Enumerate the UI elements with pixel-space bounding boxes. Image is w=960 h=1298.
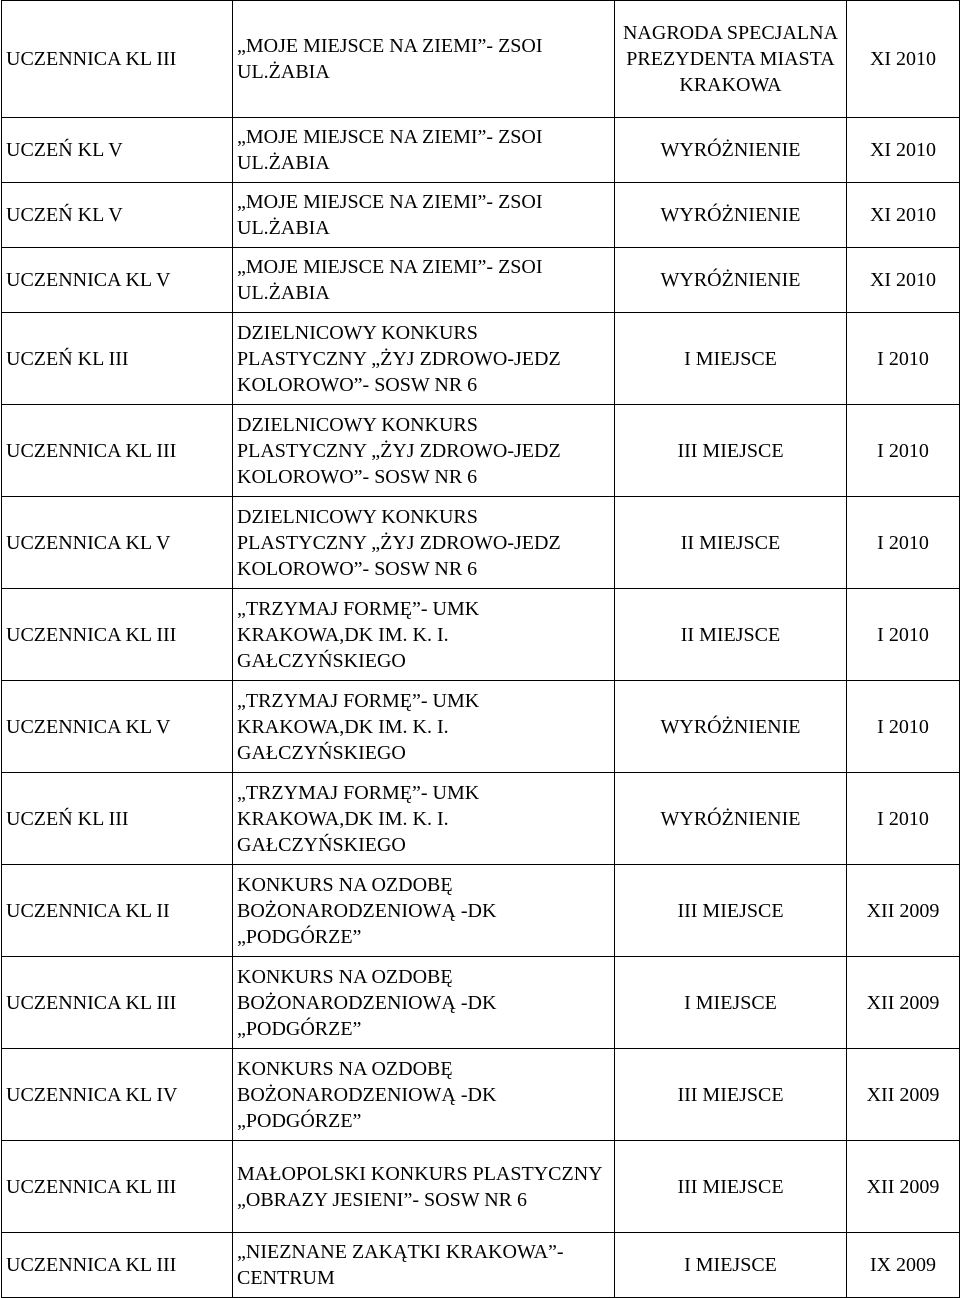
student-cell: UCZENNICA KL III [2,1141,233,1233]
contest-cell: KONKURS NA OZDOBĘ BOŻONARODZENIOWĄ -DK „PODGÓRZE” [233,1049,615,1141]
table-row [2,405,960,497]
contest-cell: „MOJE MIEJSCE NA ZIEMI”- ZSOI UL.ŻABIA [233,1,615,118]
award-cell: WYRÓŻNIENIE [615,118,847,183]
contest-cell: „TRZYMAJ FORMĘ”- UMK KRAKOWA,DK IM. K. I. GAŁCZYŃSKIEGO [233,681,615,773]
contest-cell: „MOJE MIEJSCE NA ZIEMI”- ZSOI UL.ŻABIA [233,248,615,313]
awards-table [1,0,960,1298]
award-cell: WYRÓŻNIENIE [615,248,847,313]
award-cell: II MIEJSCE [615,497,847,589]
table-row [2,183,960,248]
contest-cell: DZIELNICOWY KONKURS PLASTYCZNY „ŻYJ ZDROWO-JEDZ KOLOROWO”- SOSW NR 6 [233,313,615,405]
table-row [2,681,960,773]
award-cell: I MIEJSCE [615,313,847,405]
student-cell: UCZENNICA KL III [2,1233,233,1298]
table-row [2,773,960,865]
award-cell: III MIEJSCE [615,1141,847,1233]
date-cell: I 2010 [847,497,960,589]
contest-cell: „TRZYMAJ FORMĘ”- UMK KRAKOWA,DK IM. K. I. GAŁCZYŃSKIEGO [233,589,615,681]
award-cell: WYRÓŻNIENIE [615,183,847,248]
table-row [2,1233,960,1298]
table-row [2,957,960,1049]
contest-cell: „MOJE MIEJSCE NA ZIEMI”- ZSOI UL.ŻABIA [233,183,615,248]
student-cell: UCZEŃ KL V [2,183,233,248]
table-row [2,1049,960,1141]
contest-cell: KONKURS NA OZDOBĘ BOŻONARODZENIOWĄ -DK „PODGÓRZE” [233,957,615,1049]
date-cell: XI 2010 [847,118,960,183]
award-cell: WYRÓŻNIENIE [615,681,847,773]
date-cell: XII 2009 [847,865,960,957]
table-row [2,1141,960,1233]
date-cell: XII 2009 [847,1049,960,1141]
date-cell: I 2010 [847,773,960,865]
date-cell: XII 2009 [847,957,960,1049]
contest-cell: „MOJE MIEJSCE NA ZIEMI”- ZSOI UL.ŻABIA [233,118,615,183]
student-cell: UCZENNICA KL III [2,405,233,497]
award-cell: I MIEJSCE [615,1233,847,1298]
date-cell: XI 2010 [847,248,960,313]
award-cell: NAGRODA SPECJALNA PREZYDENTA MIASTA KRAKOWA [615,1,847,118]
student-cell: UCZENNICA KL V [2,681,233,773]
date-cell: I 2010 [847,313,960,405]
award-cell: I MIEJSCE [615,957,847,1049]
date-cell: XII 2009 [847,1141,960,1233]
award-cell: II MIEJSCE [615,589,847,681]
student-cell: UCZENNICA KL II [2,865,233,957]
award-cell: III MIEJSCE [615,405,847,497]
table-row [2,248,960,313]
award-cell: III MIEJSCE [615,1049,847,1141]
student-cell: UCZEŃ KL V [2,118,233,183]
award-cell: III MIEJSCE [615,865,847,957]
date-cell: XI 2010 [847,183,960,248]
date-cell: I 2010 [847,405,960,497]
student-cell: UCZEŃ KL III [2,773,233,865]
student-cell: UCZENNICA KL III [2,589,233,681]
table-row [2,497,960,589]
student-cell: UCZEŃ KL III [2,313,233,405]
student-cell: UCZENNICA KL IV [2,1049,233,1141]
date-cell: I 2010 [847,589,960,681]
contest-cell: DZIELNICOWY KONKURS PLASTYCZNY „ŻYJ ZDROWO-JEDZ KOLOROWO”- SOSW NR 6 [233,497,615,589]
date-cell: IX 2009 [847,1233,960,1298]
date-cell: XI 2010 [847,1,960,118]
table-row [2,118,960,183]
table-row [2,865,960,957]
contest-cell: „NIEZNANE ZAKĄTKI KRAKOWA”- CENTRUM [233,1233,615,1298]
student-cell: UCZENNICA KL V [2,248,233,313]
contest-cell: „TRZYMAJ FORMĘ”- UMK KRAKOWA,DK IM. K. I. GAŁCZYŃSKIEGO [233,773,615,865]
student-cell: UCZENNICA KL V [2,497,233,589]
table-row [2,589,960,681]
award-cell: WYRÓŻNIENIE [615,773,847,865]
student-cell: UCZENNICA KL III [2,957,233,1049]
contest-cell: MAŁOPOLSKI KONKURS PLASTYCZNY „OBRAZY JESIENI”- SOSW NR 6 [233,1141,615,1233]
date-cell: I 2010 [847,681,960,773]
awards-table-body [2,1,960,1298]
table-row [2,1,960,118]
student-cell: UCZENNICA KL III [2,1,233,118]
contest-cell: DZIELNICOWY KONKURS PLASTYCZNY „ŻYJ ZDROWO-JEDZ KOLOROWO”- SOSW NR 6 [233,405,615,497]
contest-cell: KONKURS NA OZDOBĘ BOŻONARODZENIOWĄ -DK „PODGÓRZE” [233,865,615,957]
table-row [2,313,960,405]
